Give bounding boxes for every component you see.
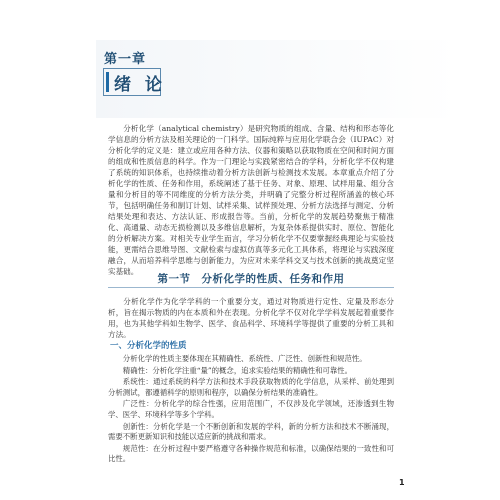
chapter-title: 绪 论 — [114, 75, 166, 95]
page-number: 1 — [399, 478, 405, 487]
list-item: 精确性：分析化学注重“量”的概念，追求实验结果的精确性和可靠性。 — [122, 365, 353, 375]
property-list — [108, 354, 394, 466]
section-divider — [108, 287, 394, 288]
list-item: 系统性：通过系统的科学方法和技术手段获取物质的化学信息，从采样、前处理到分析测试，都遵循科学的原则和程序，以确保分析结果的准确性。 — [108, 377, 394, 397]
section-paragraph: 分析化学作为化学学科的一个重要分支，通过对物质进行定性、定量及形态分析，旨在揭示物质的内在本质和外在表现。分析化学不仅对化学学科发展起着重要作用，也为其他学科如生物学、医学、食品科学、环境科学等提供了重要的分析工具和方法。 — [108, 297, 394, 339]
list-item: 分析化学的性质主要体现在其精确性、系统性、广泛性、创新性和规范性。 — [122, 354, 367, 363]
list-item: 创新性：分析化学是一个不断创新和发展的学科，新的分析方法和技术不断涌现，需要不断更新知识和技能以适应新的挑战和需求。 — [108, 421, 394, 442]
chapter-title-accent-bar — [106, 72, 109, 92]
section-title: 第一节 分析化学的性质、任务和作用 — [157, 273, 345, 285]
list-item: 广泛性：分析化学的综合性强，应用范围广，不仅涉及化学领域，还渗透到生物学、医学、环境科学等多个学科。 — [108, 399, 394, 419]
list-item: 规范性：在分析过程中要严格遵守各种操作规范和标准，以确保结果的一致性和可比性。 — [108, 443, 394, 464]
intro-paragraph: 分析化学（analytical chemistry）是研究物质的组成、含量、结构和形态等化学信息的分析方法及相关理论的一门科学。国际纯粹与应用化学联合会（IUPAC）对分析化学的定义是：建立或应用各种方法、仪器和策略以获取物质在空间和时间方面的组成和性质信息的科学。作为一门理论与实践紧密结合的学科，分析化学不仅构建了系统的知识体系，也持续推动着分析方法创新与检测技术发展。本章重点介绍了分析化学的性质、任务和作用，系统阐述了基于任务、对象、原理、试样用量、组分含量和分析目的等不同维度的分析方法分类，并明确了完整分析过程所涵盖的核心环节，包括明确任务和制订计划、试样采集、试样预处理、分析方法选择与测定、分析结果处理和表达、方法认证、形成报告等。当前，分析化学的发展趋势聚焦于精准化、高通量、动态无损检测以及多维信息解析，为复杂体系提供实时、原位、智能化的分析解决方案。对相关专业学生而言，学习分析化学不仅要掌握经典理论与实验技能，更需结合思维导图、文献检索与虚拟仿真等多元化工具体系，将理论与实践深度融合，从而培养科学思维与创新能力，为应对未来学科交叉与技术创新的挑战奠定坚实基础。 — [108, 124, 394, 276]
chapter-label: 第一章 — [104, 52, 147, 67]
subsection-title: 一、分析化学的性质 — [110, 341, 187, 351]
